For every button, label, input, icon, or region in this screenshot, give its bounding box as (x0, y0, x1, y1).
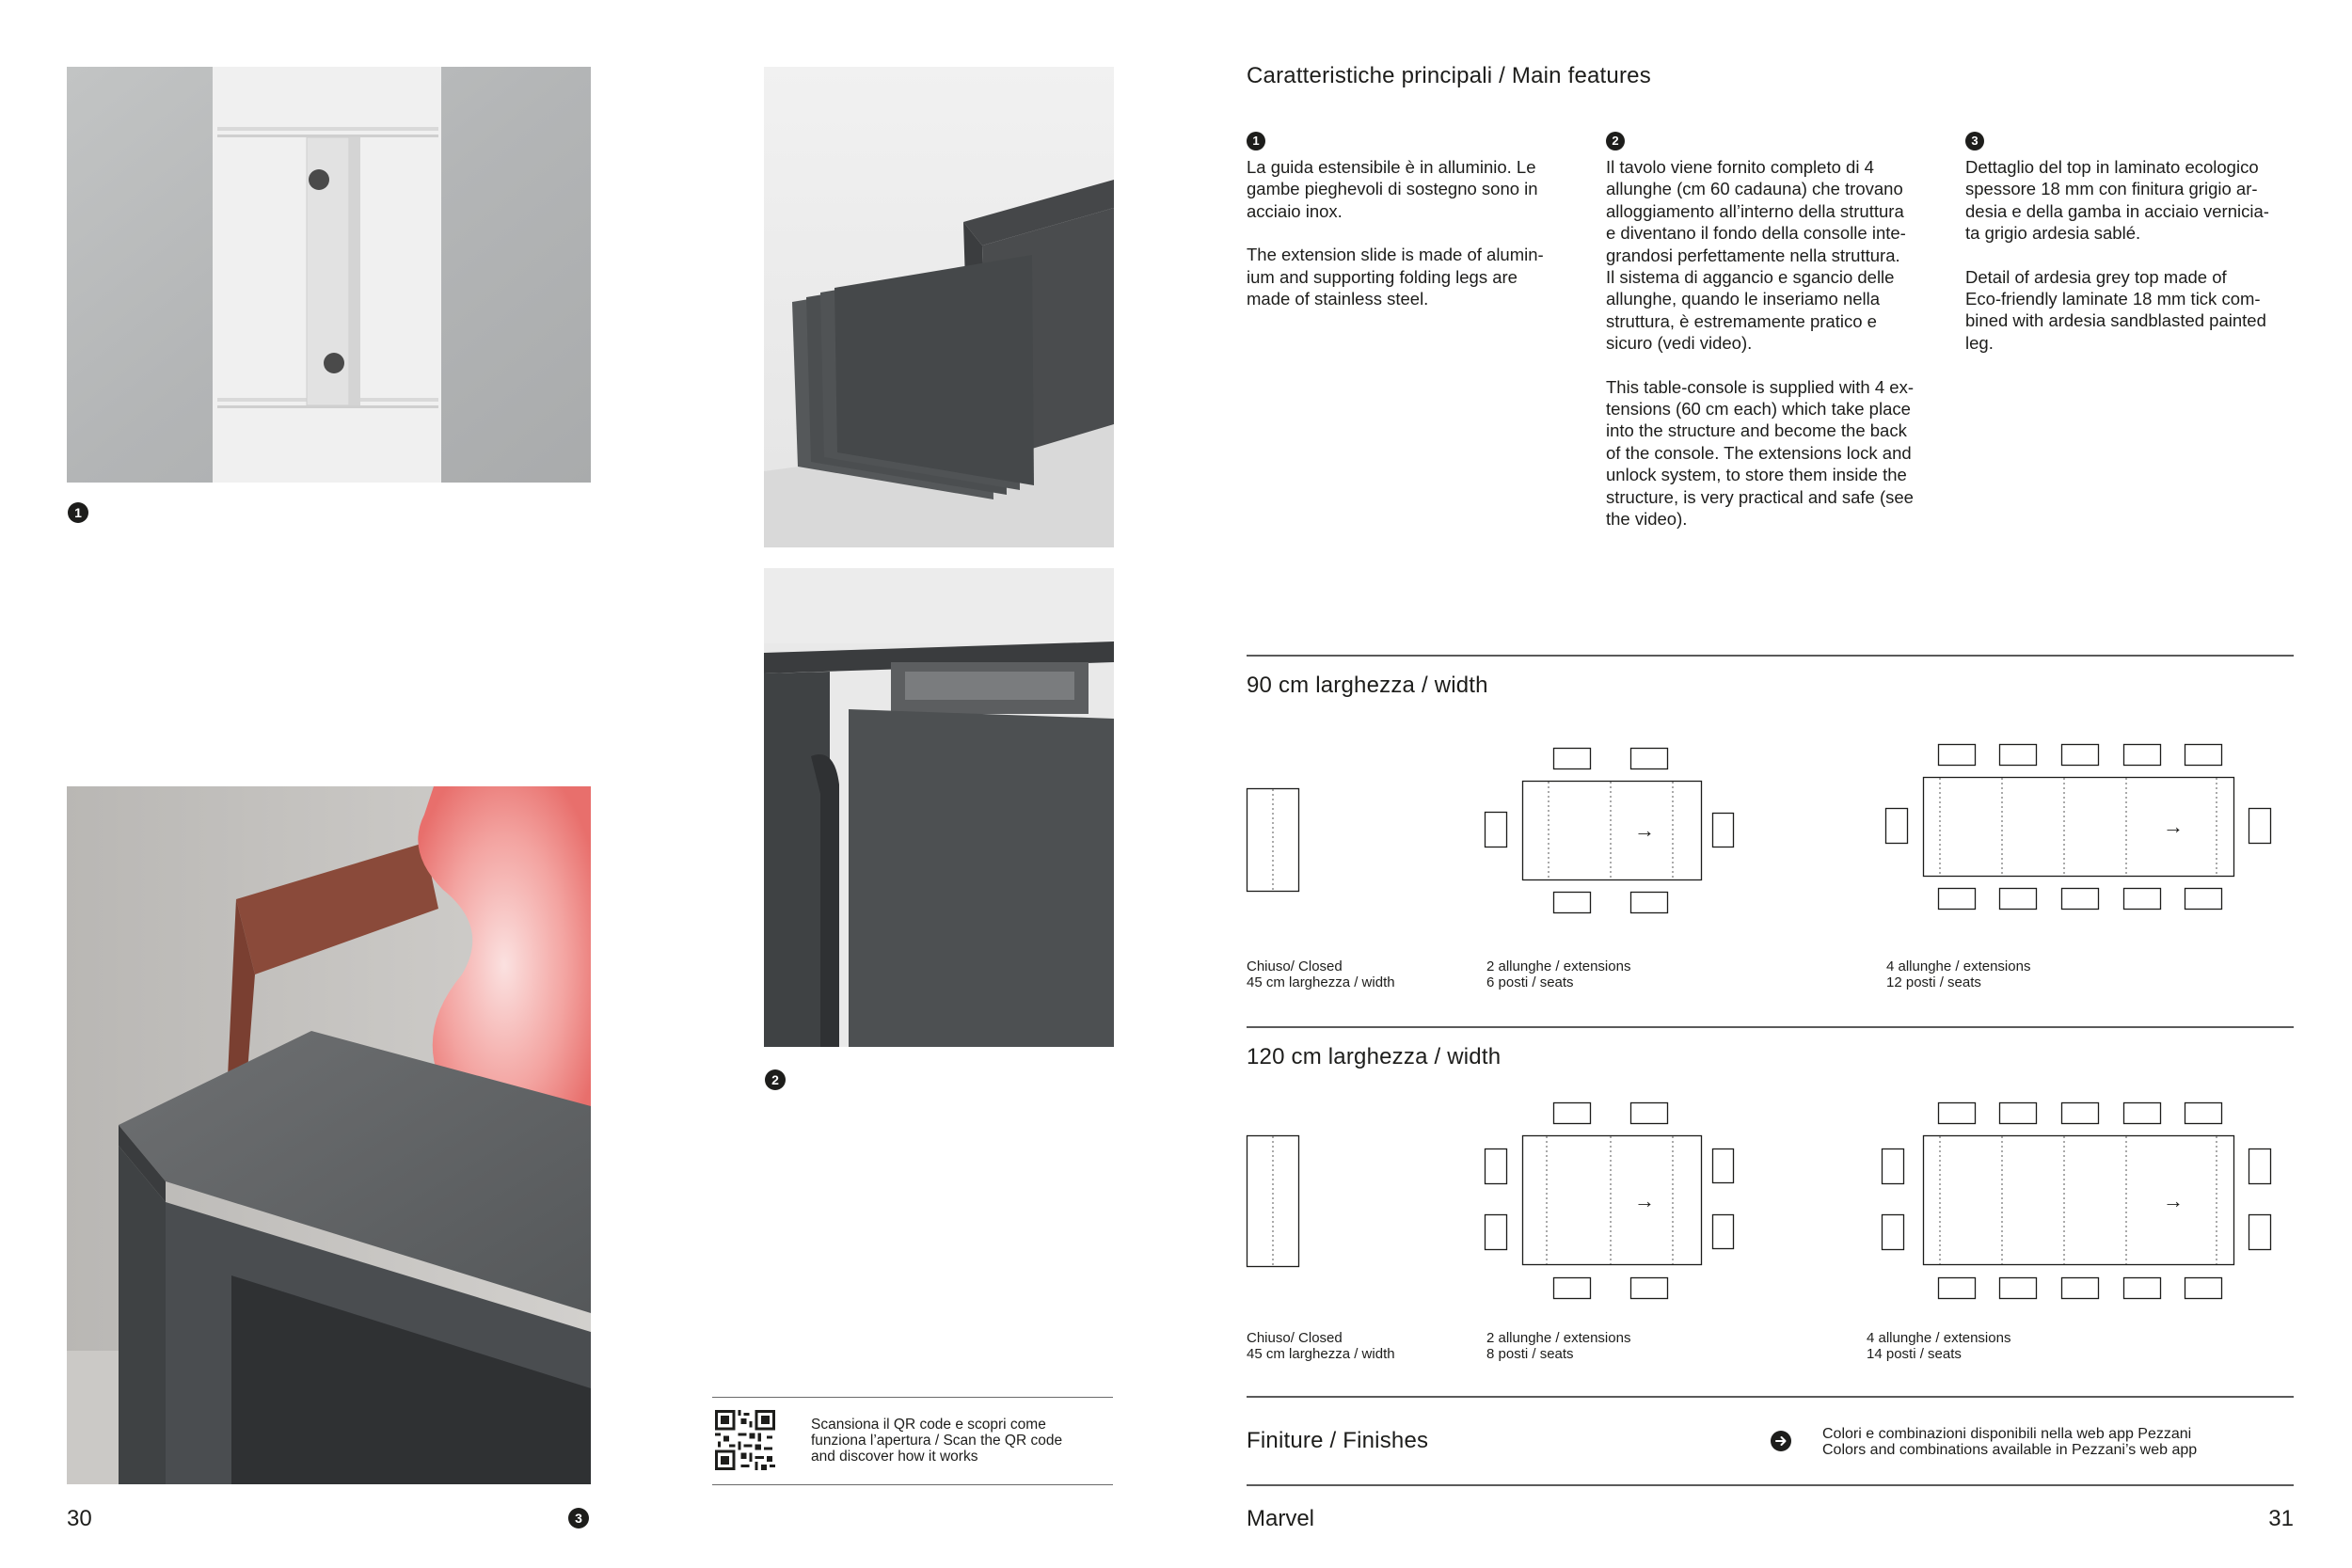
text-line: unlock system, to store them inside the (1606, 465, 1907, 485)
feature-2-text-en (1606, 376, 1945, 531)
text-line: Il tavolo viene fornito completo di 4 (1606, 157, 1874, 177)
finishes-note[interactable] (1822, 1426, 2197, 1458)
text-line: the video). (1606, 509, 1688, 530)
direction-arrow: → (2163, 815, 2184, 838)
direction-arrow: → (2163, 1189, 2184, 1212)
text-line: allunghe (cm 60 cadauna) che trovano (1606, 179, 1903, 199)
section-120-rule (1247, 1026, 2294, 1028)
photo-extension-slide (67, 67, 591, 483)
caption-line: 45 cm larghezza / width (1247, 1346, 1395, 1362)
caption-120-four (1867, 1330, 2010, 1362)
caption-line: 8 posti / seats (1486, 1346, 1574, 1362)
section-90-rule (1247, 655, 2294, 657)
feature-2-text-it (1606, 156, 1945, 355)
photo-3-marker: 3 (568, 1508, 589, 1528)
caption-line: 2 allunghe / extensions (1486, 1330, 1631, 1346)
text-line: sicuro (vedi video). (1606, 333, 1753, 354)
feature-column-2 (1606, 132, 1945, 552)
text-line: La guida estensibile è in alluminio. Le (1247, 157, 1536, 177)
features-title: Caratteristiche principali / Main features (1247, 63, 1651, 88)
text-line: ium and supporting folding legs are (1247, 266, 1518, 287)
text-line: desia e della gamba in acciaio vernicia- (1965, 200, 2269, 221)
text-line: gambe pieghevoli di sostegno sono in (1247, 179, 1538, 199)
feature-column-1 (1247, 132, 1585, 331)
text-line: ta grigio ardesia sablé. (1965, 223, 2141, 244)
photo-2-marker: 2 (765, 1069, 786, 1090)
feature-3-text-en (1965, 266, 2304, 355)
text-line: made of stainless steel. (1247, 289, 1429, 309)
direction-arrow: → (1634, 818, 1655, 842)
caption-line: 6 posti / seats (1486, 974, 1574, 990)
caption-line: Chiuso/ Closed (1247, 1330, 1343, 1346)
caption-line: Chiuso/ Closed (1247, 958, 1343, 974)
text-line: leg. (1965, 332, 1994, 353)
text-line: Dettaglio del top in laminato ecologico (1965, 157, 2259, 177)
page-number-right: 31 (2268, 1506, 2294, 1531)
text-line: Detail of ardesia grey top made of (1965, 266, 2227, 287)
finishes-note-line: Colori e combinazioni disponibili nella web app Pezzani (1822, 1426, 2192, 1442)
qr-caption (811, 1417, 1112, 1465)
finishes-top-rule (1247, 1396, 2294, 1398)
text-line: allunghe, quando le inseriamo nella (1606, 289, 1881, 309)
feature-3-marker: 3 (1965, 132, 1984, 150)
finishes-bottom-rule (1247, 1484, 2294, 1486)
product-name: Marvel (1247, 1506, 1315, 1531)
text-line: The extension slide is made of alumin- (1247, 245, 1544, 265)
feature-column-3 (1965, 132, 2304, 375)
section-120-title: 120 cm larghezza / width (1247, 1044, 1502, 1069)
feature-1-marker: 1 (1247, 132, 1265, 150)
caption-line: 4 allunghe / extensions (1886, 958, 2031, 974)
caption-90-four (1886, 958, 2030, 990)
text-line: acciaio inox. (1247, 200, 1343, 221)
qr-bottom-rule (712, 1484, 1113, 1485)
photo-table-lamp-chair (67, 786, 591, 1484)
text-line: e diventano il fondo della consolle inte- (1606, 223, 1906, 244)
photo-console-extensions (764, 67, 1114, 547)
feature-1-text-en (1247, 244, 1585, 309)
text-line: structure, is very practical and safe (see (1606, 486, 1914, 507)
qr-caption-line: Scansiona il QR code e scopri come (811, 1417, 1046, 1433)
qr-code[interactable] (715, 1410, 775, 1470)
caption-line: 12 posti / seats (1886, 974, 1981, 990)
qr-caption-line: funziona l’apertura / Scan the QR code (811, 1433, 1063, 1449)
caption-line: 4 allunghe / extensions (1867, 1330, 2011, 1346)
direction-arrow: → (1634, 1189, 1655, 1212)
qr-top-rule (712, 1397, 1113, 1398)
feature-2-marker: 2 (1606, 132, 1625, 150)
text-line: into the structure and become the back (1606, 420, 1907, 441)
text-line: This table-console is supplied with 4 ex- (1606, 376, 1914, 397)
text-line: Il sistema di aggancio e sgancio delle (1606, 267, 1895, 288)
finishes-note-line: Colors and combinations available in Pezzani’s web app (1822, 1442, 2198, 1458)
page-number-left: 30 (67, 1506, 92, 1531)
photo-1-marker: 1 (68, 502, 88, 523)
caption-line: 14 posti / seats (1867, 1346, 1962, 1362)
text-line: spessore 18 mm con finitura grigio ar- (1965, 179, 2258, 199)
text-line: alloggiamento all’interno della struttura (1606, 200, 1904, 221)
text-line: of the console. The extensions lock and (1606, 442, 1912, 463)
caption-120-two (1486, 1330, 1630, 1362)
photo-console-detail (764, 568, 1114, 1047)
section-90-title: 90 cm larghezza / width (1247, 673, 1488, 698)
text-line: grandosi perfettamente nella struttura. (1606, 245, 1900, 265)
feature-3-text-it (1965, 156, 2304, 245)
arrow-right-circle-icon[interactable] (1771, 1431, 1791, 1451)
text-line: tensions (60 cm each) which take place (1606, 399, 1911, 420)
caption-90-closed (1247, 958, 1395, 990)
text-line: struttura, è estremamente pratico e (1606, 310, 1877, 331)
caption-line: 45 cm larghezza / width (1247, 974, 1395, 990)
caption-120-closed (1247, 1330, 1395, 1362)
caption-line: 2 allunghe / extensions (1486, 958, 1631, 974)
text-line: Eco-friendly laminate 18 mm tick com- (1965, 289, 2261, 309)
finishes-title: Finiture / Finishes (1247, 1428, 1429, 1453)
feature-1-text-it (1247, 156, 1585, 222)
text-line: bined with ardesia sandblasted painted (1965, 310, 2266, 331)
caption-90-two (1486, 958, 1630, 990)
qr-caption-line: and discover how it works (811, 1449, 978, 1465)
